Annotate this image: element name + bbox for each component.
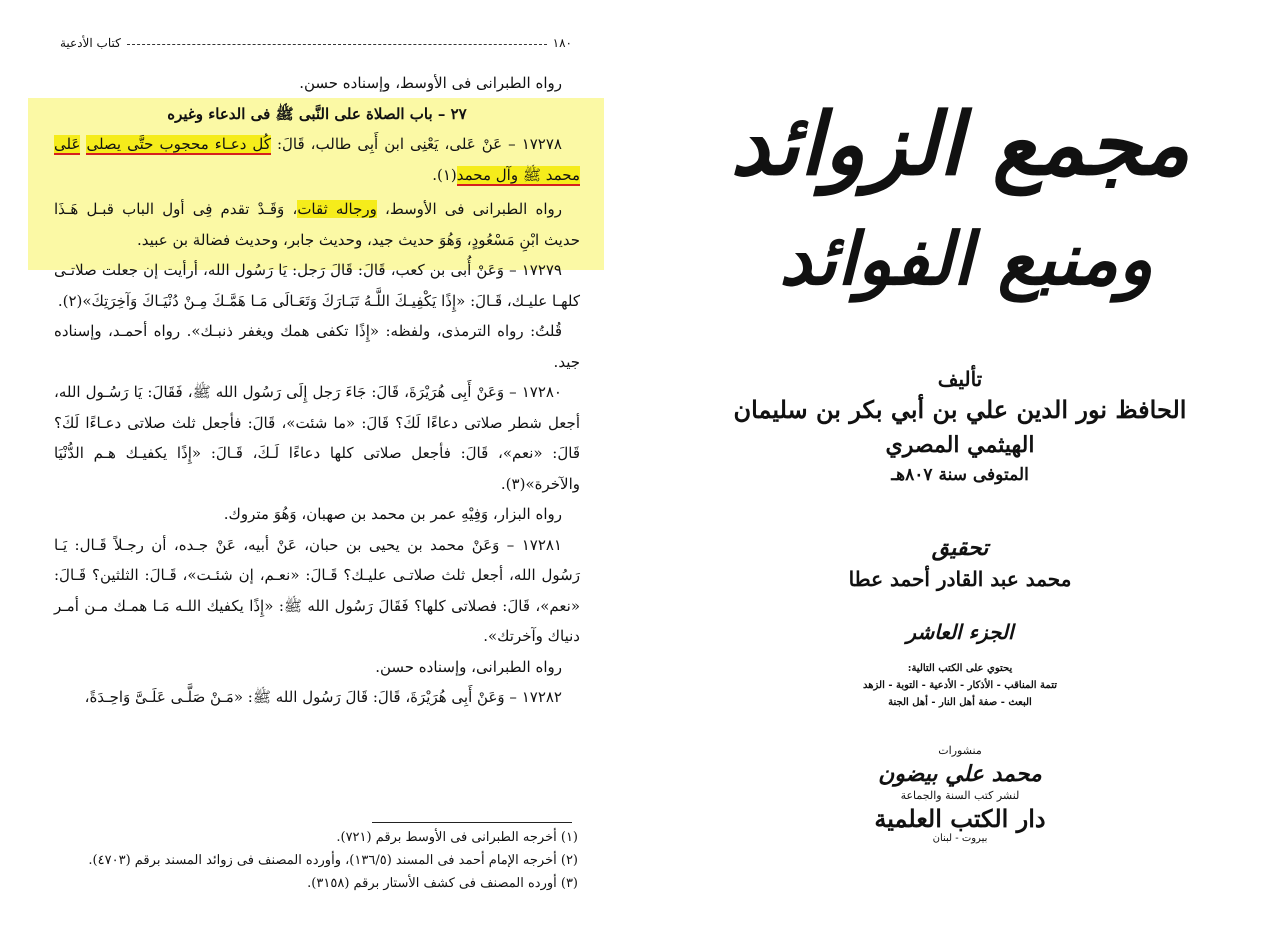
paragraph-narration-0: رواه الطبرانى فى الأوسط، وإسناده حسن. <box>299 74 562 92</box>
running-header <box>60 36 572 50</box>
grading-rest: ، وَقَـدْ تقدم فِى أول الباب قبـل هَـذَا حديث ابْنِ مَسْعُودٍ، وَهُوَ حديث جيد، وحديث جابر، وحديث فضالة بن عبيد. <box>54 200 580 249</box>
hadith-17278 <box>54 129 580 190</box>
editing-label: تحقيق <box>931 535 989 561</box>
header-rule <box>127 44 547 45</box>
editor-name: محمد عبد القادر أحمد عطا <box>848 567 1072 591</box>
highlighted-phrase-1: كُل دعـاء محجوب حتَّى يصلى <box>86 135 271 153</box>
title-line-2: ومنبع الفوائد <box>779 216 1153 301</box>
footnotes <box>80 826 578 895</box>
commentary-tirmidhi: قُلتُ: رواه الترمذى، ولفظه: «إِذًا تكفى همك ويغفر ذنبـك». رواه أحمـد، وإسناده جيد. <box>54 322 580 371</box>
footnote-2: (٢) أخرجه الإمام أحمد فى المسند (١٣٦/٥)، وأورده المصنف فى زوائد المسند برقم (٤٧٠٣). <box>88 853 578 868</box>
author-block <box>640 366 1280 488</box>
publisher-house: دار الكتب العلمية <box>874 804 1046 833</box>
cover-title <box>640 62 1280 312</box>
editor-block <box>640 532 1280 594</box>
publisher-block <box>640 744 1280 844</box>
hadith-17280: ١٧٢٨٠ – وَعَنْ أَبِى هُرَيْرَةَ، قَالَ: جَاءَ رَجل إِلَى رَسُول الله ﷺ، فَقَالَ: يَا رَسُـول الله، أجعل شطر صلاتى دعاءًا لَكَ؟ قَالَ: «ما شئت»، قَالَ: فأجعل ثلث صلاتى دعـاءًا لَكَ؟ قَالَ: «نعم»، قَالَ: فأجعل صلاتى كلها دعاءًا لَـكَ، قَـالَ: «إِذًا يكفيـك هـم الدُّنْيَا والآخرة»(٣). <box>54 383 580 493</box>
narration-bazzar: رواه البزار، وَفِيْهِ عمر بن محمد بن صهبان، وَهُوَ متروك. <box>223 505 562 523</box>
footnote-3: (٣) أورده المصنف فى كشف الأستار برقم (٣١٥٨). <box>307 876 578 891</box>
title-line-1: مجمع الزوائد <box>730 94 1190 195</box>
publisher-city: بيروت - لبنان <box>932 833 988 844</box>
footnote-1: (١) أخرجه الطبرانى فى الأوسط برقم (٧٢١). <box>336 830 578 845</box>
grading-intro: رواه الطبرانى فى الأوسط، <box>376 200 563 218</box>
highlighted-phrase-3: ورجاله ثقات <box>297 200 377 218</box>
footnote-rule <box>372 822 572 823</box>
author-name-line1: الحافظ نور الدين علي بن أبي بكر بن سليمان <box>733 395 1187 424</box>
page-number: ١٨٠ <box>552 36 572 50</box>
publisher-subtitle: لنشر كتب السنة والجماعة <box>900 789 1020 802</box>
calligraphy-title <box>730 62 1190 312</box>
highlighted-phrase-2: عَلى محمد ﷺ وآل محمد <box>54 135 580 184</box>
publisher-name: محمد علي بيضون <box>878 761 1042 787</box>
contents-list <box>640 660 1280 711</box>
chapter-heading: ٢٧ – باب الصلاة على النَّبى ﷺ فى الدعاء وغيره <box>167 104 467 123</box>
contents-intro: يحتوي على الكتب التالية: <box>907 663 1013 674</box>
footnote-ref-1: (١). <box>432 165 457 184</box>
hadith-17278-grading <box>54 194 580 255</box>
death-year: المتوفى سنة ٨٠٧هـ <box>891 465 1029 485</box>
running-title: كتاب الأدعية <box>60 36 121 50</box>
narration-tabarani: رواه الطبرانى، وإسناده حسن. <box>375 657 562 676</box>
authorship-label: تأليف <box>937 367 983 391</box>
contents-line-1: تتمة المناقب - الأذكار - الأدعية - التوبة - الزهد <box>862 680 1058 691</box>
hadith-17278-intro: ١٧٢٧٨ – عَنْ عَلى، يَعْنِى ابن أَبِى طالب، قَالَ: <box>270 135 562 153</box>
hadith-17282: ١٧٢٨٢ – وَعَنْ أَبِى هُرَيْرَةَ، قَالَ: قَالَ رَسُول الله ﷺ: «مَـنْ صَلَّـى عَلَـىَّ وَاحِـدَةً، <box>84 688 562 706</box>
publisher-intro: منشورات <box>938 744 982 757</box>
hadith-17281: ١٧٢٨١ – وَعَنْ محمد بن يحيى بن حبان، عَنْ أبيه، عَنْ جـده، أن رجـلاً قَـال: يَـا رَسُول الله، أجعل ثلث صلاتـى عليـك؟ قَـالَ: «نعـم، إن شئـت»، قَـالَ: الثلثين؟ قَـالَ: «نعم»، قَالَ: فصلاتى كلها؟ فَقَالَ رَسُول الله ﷺ: «إِذًا يكفيك اللـه مَـا همـك مـن أمـر دنياك وآخرتك». <box>54 535 580 645</box>
hadith-17279: ١٧٢٧٩ – وَعَنْ أُبى بن كعب، قَالَ: قَالَ رَجل: يَا رَسُول الله، أرأيت إن جعلت صلاتـى كلهـا عليـك، قَـالَ: «إِذًا يَكْفِيـكَ اللَّـهُ تَبَـارَكَ وَتَعَـالَى مَـا هَمَّـكَ مِـنْ دُنْيَـاكَ وَآخِرَتِكَ»(٢). <box>54 261 580 310</box>
volume-label: الجزء العاشر <box>906 620 1014 644</box>
contents-line-2: البعث - صفة أهل النار - أهل الجنة <box>888 697 1032 708</box>
main-text <box>54 68 580 713</box>
author-name-line2: الهيثمي المصري <box>885 432 1035 458</box>
cover-page <box>640 0 1280 937</box>
